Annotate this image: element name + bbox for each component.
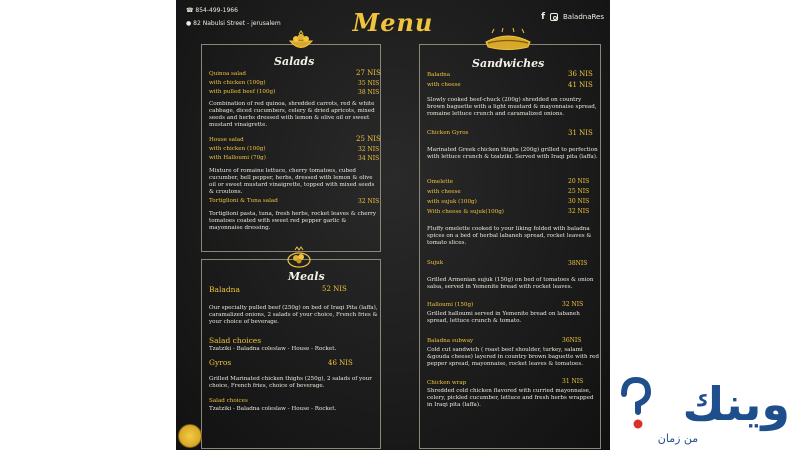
sand-baladna-desc: Slowly cooked beef-chuck (200g) shredded on country brown baguette with a light mustard & mayonnaise spread, romaine lettuce crunch and caramalized onions.	[427, 97, 597, 117]
quinoa-salad-price: 27 NIS	[356, 69, 381, 77]
menu-board	[176, 0, 610, 450]
sandwich-icon	[482, 28, 534, 54]
house-opt2: with Halloumi (70g)	[209, 155, 266, 161]
house-salad-name: House salad	[209, 137, 244, 143]
address: 82 Nabulsi Street - jerusalem	[193, 20, 281, 27]
tortiglioni-name: Tortiglioni & Tuna salad	[209, 198, 278, 204]
sand-baladna-opt1: with cheese	[427, 82, 461, 88]
watermark-sub-text: من زمان	[657, 432, 699, 445]
quinoa-opt1: with chicken (100g)	[209, 80, 266, 86]
sand-gyros-desc: Marinated Greek chicken thighs (200g) grilled to perfection with lettuce crunch & tzatziki. Served with Iraqi pita (laffa).	[427, 147, 598, 160]
house-desc: Mixture of romaine lettuce, cherry tomatoes, cubed cucumber, bell pepper, herbs, dressed with lemon & olive oil or sweet mustard vinaigrette, topped with mixed seeds & croutons.	[209, 168, 375, 195]
quinoa-opt2-price: 38 NIS	[358, 89, 380, 96]
omelette-name: Omelette	[427, 179, 454, 185]
gold-seal-logo	[178, 424, 202, 448]
salad-choices-items-2: Tzatziki - Baladna coleslaw - House - Rocket.	[209, 406, 337, 412]
instagram-icon	[550, 13, 558, 21]
house-opt1-price: 32 NIS	[358, 146, 380, 153]
salad-choices-label-1: Salad choices	[209, 336, 262, 345]
omelette-opt1-price: 25 NIS	[568, 188, 590, 195]
location-pin-icon: ●	[186, 20, 192, 27]
sand-gyros-name: Chicken Gyros	[427, 130, 469, 136]
halloumi-desc: Grilled halloumi served in Yemenite bread on labaneh spread, lettuce crunch & tomato.	[427, 311, 580, 324]
house-opt2-price: 34 NIS	[358, 155, 380, 162]
omelette-price: 20 NIS	[568, 178, 590, 185]
halloumi-name: Halloumi (150g)	[427, 302, 474, 308]
tortiglioni-desc: Tortiglioni pasta, tuna, fresh herbs, rocket leaves & cherry tomatoes coated with sweet red pepper garlic & mayonnaise dressing.	[209, 211, 377, 231]
house-salad-price: 25 NIS	[356, 135, 381, 143]
question-dot-icon	[634, 420, 643, 429]
salad-bowl-icon	[288, 30, 314, 52]
omelette-desc: Fluffy omelette cooked to your liking folded with baladna spices on a bed of herbal labaneh spread, rocket leaves & tomato slices.	[427, 226, 592, 246]
sujuk-desc: Grilled Armenian sujuk (150g) on bed of tomatoes & onion salsa, served in Yemenite bread with rocket leaves.	[427, 277, 594, 290]
baladna-meal-price: 52 NIS	[322, 285, 347, 293]
sand-gyros-price: 31 NIS	[568, 129, 593, 137]
baladna-meal-desc: Our specialty pulled beef (250g) on bed of Iraqi Pita (laffa), caramalized onions, 2 salads of your choice, French fries & your choice of beverage.	[209, 305, 378, 325]
gyros-meal-name: Gyros	[209, 358, 232, 367]
facebook-icon: f	[541, 12, 545, 22]
quinoa-opt2: with pulled beef (100g)	[209, 89, 276, 95]
subway-name: Baladna subway	[427, 338, 474, 344]
sand-baladna-name: Baladna	[427, 72, 451, 78]
sujuk-price: 38NIS	[568, 260, 588, 267]
meals-title: Meals	[288, 270, 325, 283]
subway-desc: Cold cut sandwich ( roast beef shoulder, turkey, salami &gouda cheese) layered in country brown baguette with red pepper spread, mayonnaise, rocket leaves & tomatoes.	[427, 347, 599, 367]
quinoa-desc: Combination of red quinoa, shredded carrots, red & white cabbage, diced cucumbers, celery & dried apricots, mixed seeds and herbs dressed with lemon & olive oil or sweet mustard vinaigrette.	[209, 101, 375, 128]
baladna-meal-name: Baladna	[209, 285, 240, 294]
sand-baladna-opt1-price: 41 NIS	[568, 81, 593, 89]
wrap-name: Chicken wrap	[427, 380, 467, 386]
quinoa-salad-name: Quinoa salad	[209, 71, 246, 77]
tortiglioni-price: 32 NIS	[358, 198, 380, 205]
omelette-opt1: with cheese	[427, 189, 461, 195]
question-mark-icon	[624, 380, 648, 412]
quinoa-opt1-price: 35 NIS	[358, 80, 380, 87]
phone-icon: ☎	[186, 7, 194, 14]
menu-title: Menu	[352, 8, 434, 37]
salads-title: Salads	[274, 55, 315, 68]
gyros-meal-desc: Grilled Marinated chicken thighs (250g), 2 salads of your choice, French fries, choice of beverage.	[209, 376, 372, 389]
phone-number: 854-499-1966	[195, 7, 238, 14]
wrap-desc: Shredded cold chicken flavored with curried mayonnaise, celery, pickled cucumber, lettuce and fresh herbs wrapped in Iraqi pita (laffa).	[427, 388, 594, 408]
meal-plate-icon	[286, 246, 312, 270]
watermark-main-text: وينك	[682, 377, 790, 431]
watermark-logo	[618, 372, 796, 446]
halloumi-price: 32 NIS	[562, 301, 584, 308]
salad-choices-items-1: Tzatziki - Baladna coleslaw - House - Rocket.	[209, 346, 337, 352]
wrap-price: 31 NIS	[562, 378, 584, 385]
social-handle	[541, 12, 604, 22]
sandwiches-title: Sandwiches	[472, 57, 545, 70]
sujuk-name: Sujuk	[427, 260, 444, 266]
omelette-opt2: with sujuk (100g)	[427, 199, 477, 205]
omelette-opt3: With cheese & sujuk(100g)	[427, 209, 504, 215]
omelette-opt3-price: 32 NIS	[568, 208, 590, 215]
house-opt1: with chicken (100g)	[209, 146, 266, 152]
omelette-opt2-price: 30 NIS	[568, 198, 590, 205]
sand-baladna-price: 36 NIS	[568, 70, 593, 78]
handle-text: BaladnaRes	[563, 13, 604, 21]
salad-choices-label-2: Salad choices	[209, 398, 248, 404]
gyros-meal-price: 46 NIS	[328, 359, 353, 367]
subway-price: 36NIS	[562, 337, 582, 344]
